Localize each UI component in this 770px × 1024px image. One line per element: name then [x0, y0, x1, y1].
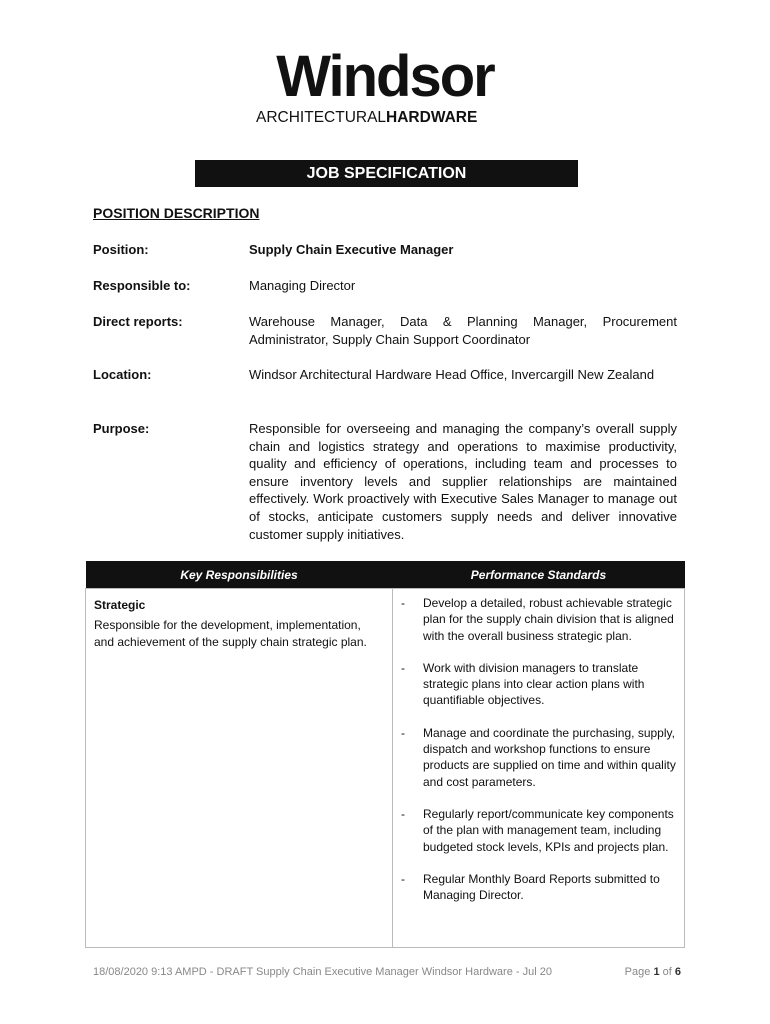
field-value-position: Supply Chain Executive Manager	[249, 242, 454, 257]
dash-bullet: -	[401, 725, 405, 740]
responsibilities-table	[85, 561, 685, 948]
field-label-direct-reports: Direct reports:	[93, 314, 183, 329]
list-item	[401, 806, 676, 855]
responsibility-cell	[86, 589, 393, 948]
section-heading: POSITION DESCRIPTION	[93, 205, 260, 221]
company-logo	[240, 46, 530, 130]
dash-bullet: -	[401, 871, 405, 886]
dash-bullet: -	[401, 660, 405, 675]
standard-text: Work with division managers to translate strategic plans into clear action plans with quantifiable objectives.	[423, 660, 645, 708]
field-label-purpose: Purpose:	[93, 421, 150, 436]
document-title: JOB SPECIFICATION	[195, 160, 578, 187]
page-current: 1	[653, 966, 660, 978]
field-label-position: Position:	[93, 242, 149, 257]
list-item	[401, 660, 676, 709]
dash-bullet: -	[401, 806, 405, 821]
standard-text: Develop a detailed, robust achievable strategic plan for the supply chain division that is aligned with the overall business strategic plan.	[423, 596, 674, 643]
responsibility-heading: Strategic	[94, 598, 146, 612]
standard-text: Regular Monthly Board Reports submitted to Managing Director.	[423, 871, 660, 903]
page-number	[625, 966, 681, 978]
list-item	[401, 725, 676, 790]
field-label-responsible-to: Responsible to:	[93, 278, 191, 293]
header-key-responsibilities: Key Responsibilities	[86, 561, 393, 589]
table-header-row	[86, 561, 685, 589]
header-performance-standards: Performance Standards	[393, 561, 685, 589]
logo-tagline	[256, 109, 516, 127]
responsibility-text: Responsible for the development, implementation, and achievement of the supply chain strategic plan.	[94, 618, 367, 649]
field-value-purpose: Responsible for overseeing and managing the company’s overall supply chain and logistics strategy and operations to maximise productivity, quality and efficiency of operations, including team and processes to ensure inventory levels and supplier relationships are maintained effectively. Work proactively with Executive Sales Manager to manage out of stocks, anticipate customers supply needs and deliver innovative customer supply initiatives.	[249, 421, 677, 542]
page-word: Page	[624, 966, 651, 978]
standard-text: Manage and coordinate the purchasing, supply, dispatch and workshop functions to ensure products are supplied on time and within quality and cost parameters.	[423, 725, 676, 789]
footer-document-info: 18/08/2020 9:13 AMPD - DRAFT Supply Chain Executive Manager Windsor Hardware - Jul 20	[93, 966, 552, 978]
field-label-location: Location:	[93, 367, 152, 382]
page-of-word: of	[662, 966, 672, 978]
standards-cell	[393, 589, 685, 948]
logo-wordmark: Windsor	[276, 44, 494, 109]
field-value-responsible-to: Managing Director	[249, 278, 356, 293]
logo-tagline-light: ARCHITECTURAL	[256, 109, 387, 126]
list-item	[401, 595, 676, 644]
logo-tagline-bold: HARDWARE	[386, 109, 478, 126]
field-value-location: Windsor Architectural Hardware Head Office, Invercargill New Zealand	[249, 367, 655, 382]
field-value-direct-reports: Warehouse Manager, Data & Planning Manager, Procurement Administrator, Supply Chain Support Coordinator	[249, 314, 677, 347]
page-total: 6	[674, 966, 681, 978]
dash-bullet: -	[401, 596, 405, 610]
standard-text: Regularly report/communicate key components of the plan with management team, including budgeted stock levels, KPIs and projects plan.	[423, 806, 674, 854]
list-item	[401, 871, 676, 904]
table-row	[86, 589, 685, 948]
